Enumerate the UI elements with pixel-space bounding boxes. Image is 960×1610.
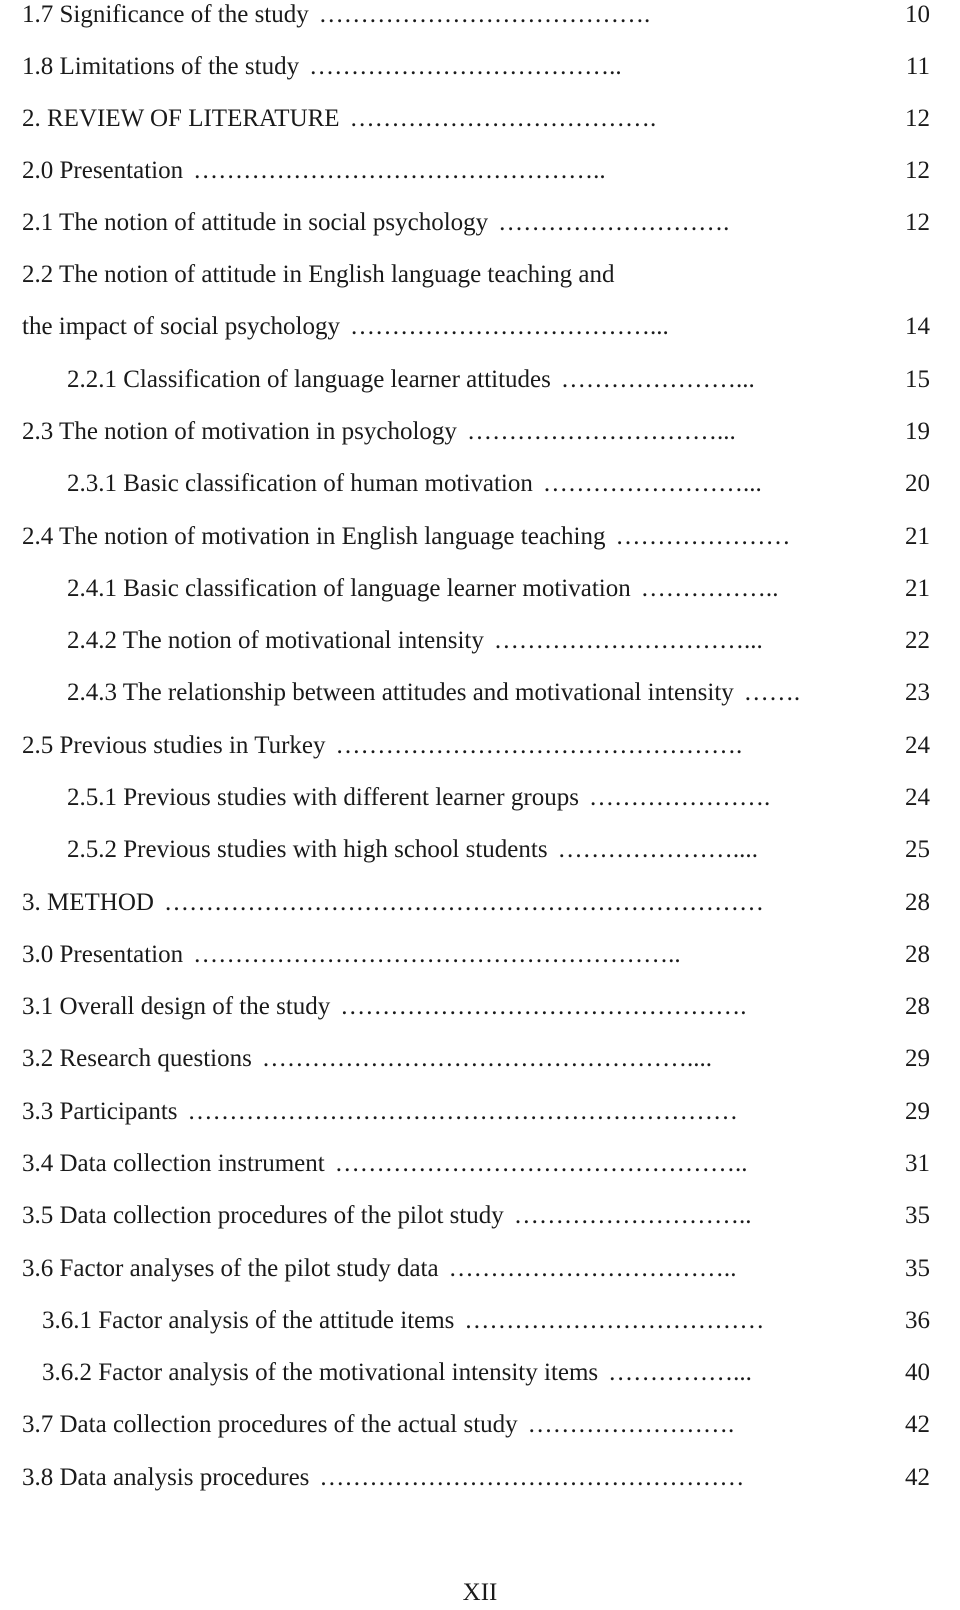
toc-page-number: 15 — [905, 366, 930, 393]
toc-entry-title: 2. REVIEW OF LITERATURE — [22, 105, 340, 132]
toc-page-number: 36 — [905, 1307, 930, 1334]
toc-dot-leader: ………………………………... — [349, 313, 669, 340]
toc-entry — [0, 260, 960, 290]
toc-entry — [0, 1149, 960, 1179]
toc-entry — [0, 1097, 960, 1127]
toc-entry-title: 3.8 Data analysis procedures — [22, 1464, 310, 1491]
toc-entry-title: 2.0 Presentation — [22, 157, 184, 184]
toc-dot-leader: ………………………………. — [349, 105, 657, 132]
toc-dot-leader: ……………... — [608, 1359, 752, 1386]
toc-entry — [0, 0, 960, 30]
toc-entry-title: 3.3 Participants — [22, 1098, 178, 1125]
toc-page-number: 20 — [905, 470, 930, 497]
toc-entry — [0, 888, 960, 918]
toc-page-number: 28 — [905, 941, 930, 968]
toc-entry-title: the impact of social psychology — [22, 313, 340, 340]
toc-entry — [0, 1201, 960, 1231]
toc-dot-leader: ……………………….. — [513, 1202, 752, 1229]
toc-page-number: 35 — [905, 1202, 930, 1229]
toc-page-number: 11 — [905, 53, 930, 80]
toc-entry — [0, 156, 960, 186]
toc-entry — [0, 992, 960, 1022]
toc-dot-leader: …………………………………………. — [335, 732, 743, 759]
toc-dot-leader: …………………………... — [466, 418, 736, 445]
toc-entry-title: 3.4 Data collection instrument — [22, 1150, 325, 1177]
toc-dot-leader: ………………………………………….. — [193, 157, 606, 184]
toc-dot-leader: ………………… — [615, 523, 791, 550]
toc-entry-title: 2.3.1 Basic classification of human motivation — [67, 470, 533, 497]
toc-entry-title: 2.4.2 The notion of motivational intensity — [67, 627, 484, 654]
toc-entry-title: 2.5.2 Previous studies with high school students — [67, 836, 548, 863]
toc-page-number: 28 — [905, 889, 930, 916]
toc-page-number: 22 — [905, 627, 930, 654]
toc-entry-title: 3.6.1 Factor analysis of the attitude items — [42, 1307, 455, 1334]
toc-dot-leader: ……………………………………………………………… — [163, 889, 764, 916]
toc-entry — [0, 1306, 960, 1336]
toc-page-number: 12 — [905, 209, 930, 236]
toc-entry — [0, 940, 960, 970]
toc-entry-title: 3.7 Data collection procedures of the actual study — [22, 1411, 518, 1438]
toc-page-number: 14 — [905, 313, 930, 340]
toc-entry — [0, 417, 960, 447]
toc-dot-leader: …………….. — [640, 575, 779, 602]
toc-dot-leader: ……………………. — [527, 1411, 735, 1438]
toc-dot-leader: ……………………………….. — [309, 53, 622, 80]
toc-dot-leader: …………………………………………… — [319, 1464, 745, 1491]
toc-dot-leader: …………………………... — [493, 627, 763, 654]
toc-entry-title: 2.5.1 Previous studies with different learner groups — [67, 784, 579, 811]
toc-page-number: 25 — [905, 836, 930, 863]
toc-entry — [0, 574, 960, 604]
toc-entry-title: 2.4 The notion of motivation in English language teaching — [22, 523, 606, 550]
toc-entry-title: 2.4.1 Basic classification of language learner motivation — [67, 575, 631, 602]
toc-entry — [0, 835, 960, 865]
toc-dot-leader: ……. — [743, 679, 801, 706]
toc-page-number: 21 — [905, 523, 930, 550]
toc-entry-title: 1.7 Significance of the study — [22, 1, 309, 28]
toc-entry — [0, 678, 960, 708]
toc-entry-title: 3.6.2 Factor analysis of the motivational intensity items — [42, 1359, 599, 1386]
toc-dot-leader: ……………………………… — [464, 1307, 765, 1334]
toc-entry — [0, 626, 960, 656]
toc-entry — [0, 1358, 960, 1388]
toc-entry-title: 2.2 The notion of attitude in English language teaching and — [22, 261, 615, 288]
toc-entry — [0, 1044, 960, 1074]
toc-entry — [0, 783, 960, 813]
toc-page-number: 29 — [905, 1045, 930, 1072]
toc-entry-title: 2.5 Previous studies in Turkey — [22, 732, 326, 759]
toc-dot-leader: ………………….... — [557, 836, 758, 863]
toc-entry — [0, 522, 960, 552]
toc-dot-leader: …………………... — [560, 366, 755, 393]
toc-dot-leader: …………………. — [588, 784, 771, 811]
toc-dot-leader: ………………………. — [498, 209, 730, 236]
toc-entry-title: 1.8 Limitations of the study — [22, 53, 300, 80]
toc-entry-title: 2.3 The notion of motivation in psychology — [22, 418, 457, 445]
toc-dot-leader: …………………………………………. — [340, 993, 747, 1020]
toc-entry-title: 3.5 Data collection procedures of the pilot study — [22, 1202, 504, 1229]
toc-dot-leader: …………………………….. — [448, 1255, 737, 1282]
toc-page-number: 42 — [905, 1411, 930, 1438]
toc-entry — [0, 1254, 960, 1284]
toc-page-number: 23 — [905, 679, 930, 706]
toc-dot-leader: ………………………………………….. — [334, 1150, 748, 1177]
toc-page-number: 40 — [905, 1359, 930, 1386]
toc-dot-leader: ………………………………………………………… — [187, 1098, 738, 1125]
toc-page-number: 19 — [905, 418, 930, 445]
toc-entry-title: 2.1 The notion of attitude in social psychology — [22, 209, 489, 236]
toc-dot-leader: ……………………... — [542, 470, 762, 497]
toc-page-number: 35 — [905, 1255, 930, 1282]
toc-entry-title: 3. METHOD — [22, 889, 154, 916]
toc-entry-title: 3.6 Factor analyses of the pilot study data — [22, 1255, 439, 1282]
toc-dot-leader: …………………………………………….... — [261, 1045, 712, 1072]
toc-dot-leader: ………………………………………………….. — [193, 941, 681, 968]
toc-entry — [0, 104, 960, 134]
toc-page-number: 24 — [905, 784, 930, 811]
page-number: XII — [462, 1579, 498, 1606]
toc-entry — [0, 1463, 960, 1493]
toc-page-number: 31 — [905, 1150, 930, 1177]
toc-entry — [0, 731, 960, 761]
toc-page-number: 29 — [905, 1098, 930, 1125]
toc-entry — [0, 312, 960, 342]
toc-entry-title: 3.2 Research questions — [22, 1045, 252, 1072]
toc-page-number: 28 — [905, 993, 930, 1020]
toc-page-number: 21 — [905, 575, 930, 602]
toc-page-number: 10 — [905, 1, 930, 28]
toc-entry — [0, 365, 960, 395]
toc-page-number: 42 — [905, 1464, 930, 1491]
toc-entry — [0, 52, 960, 82]
toc-dot-leader: …………………………………. — [318, 1, 651, 28]
toc-entry — [0, 469, 960, 499]
toc-entry-title: 2.4.3 The relationship between attitudes and motivational intensity — [67, 679, 734, 706]
toc-entry-title: 3.1 Overall design of the study — [22, 993, 331, 1020]
toc-entry-title: 2.2.1 Classification of language learner attitudes — [67, 366, 551, 393]
toc-entry-title: 3.0 Presentation — [22, 941, 184, 968]
toc-entry — [0, 1410, 960, 1440]
toc-page-number: 12 — [905, 105, 930, 132]
toc-page-number: 12 — [905, 157, 930, 184]
toc-page-number: 24 — [905, 732, 930, 759]
toc-entry — [0, 208, 960, 238]
